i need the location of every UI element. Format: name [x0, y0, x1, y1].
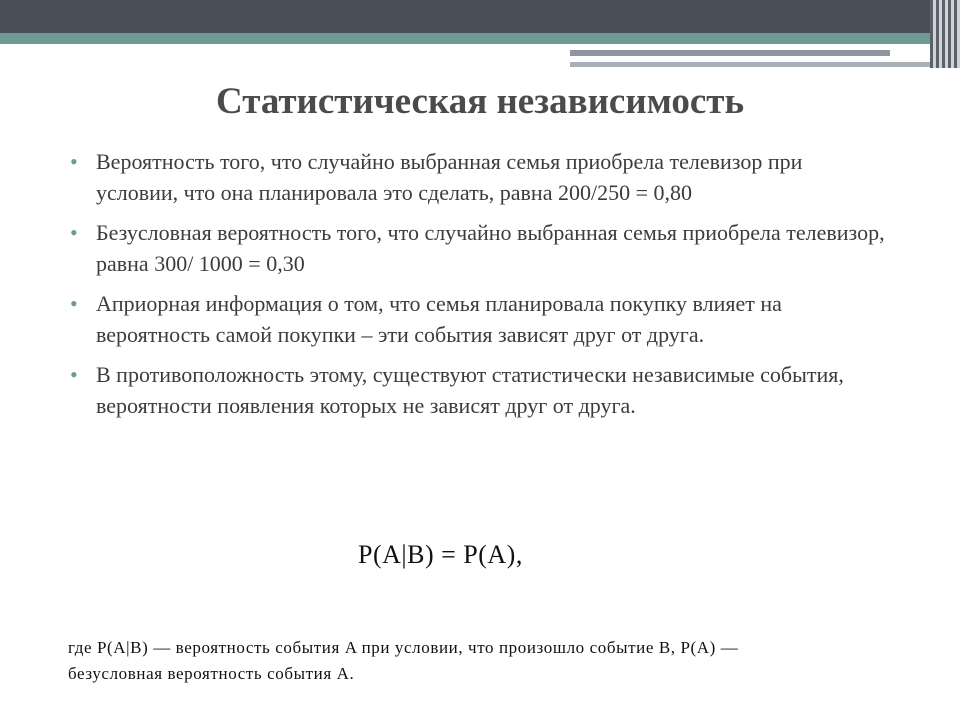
bullet-item	[70, 217, 890, 279]
formula-note	[68, 635, 938, 687]
bullet-text: В противоположность этому, существуют статистически независимые события, вероятности появления которых не зависят друг от друга.	[96, 362, 844, 418]
bullet-list	[70, 146, 890, 430]
slide-title: Статистическая независимость	[215, 81, 745, 122]
bullet-text: Безусловная вероятность того, что случайно выбранная семья приобрела телевизор, равна 300/ 1000 = 0,30	[96, 220, 885, 276]
decor-stripe	[570, 50, 890, 56]
bullet-icon: •	[70, 220, 78, 245]
bullet-item	[70, 288, 890, 350]
bullet-text: Априорная информация о том, что семья планировала покупку влияет на вероятность самой покупки – эти события зависят друг от друга.	[96, 291, 782, 347]
note-line-2: безусловная вероятность события A.	[68, 664, 355, 683]
accent-bar	[0, 33, 960, 44]
bullet-icon: •	[70, 291, 78, 316]
bullet-item	[70, 146, 890, 208]
decor-stripe-lower	[570, 62, 942, 67]
bullet-text: Вероятность того, что случайно выбранная семья приобрела телевизор при условии, что она планировала это сделать, равна 200/250 = 0,80	[96, 149, 803, 205]
bullet-icon: •	[70, 149, 78, 174]
bullet-item	[70, 359, 890, 421]
corner-pattern	[930, 0, 960, 68]
bullet-icon: •	[70, 362, 78, 387]
note-line-1: где P(A|B) — вероятность события A при условии, что произошло событие B, P(A) —	[68, 638, 739, 657]
formula: P(A|B) = P(A),	[358, 540, 523, 569]
top-bar	[0, 0, 960, 33]
